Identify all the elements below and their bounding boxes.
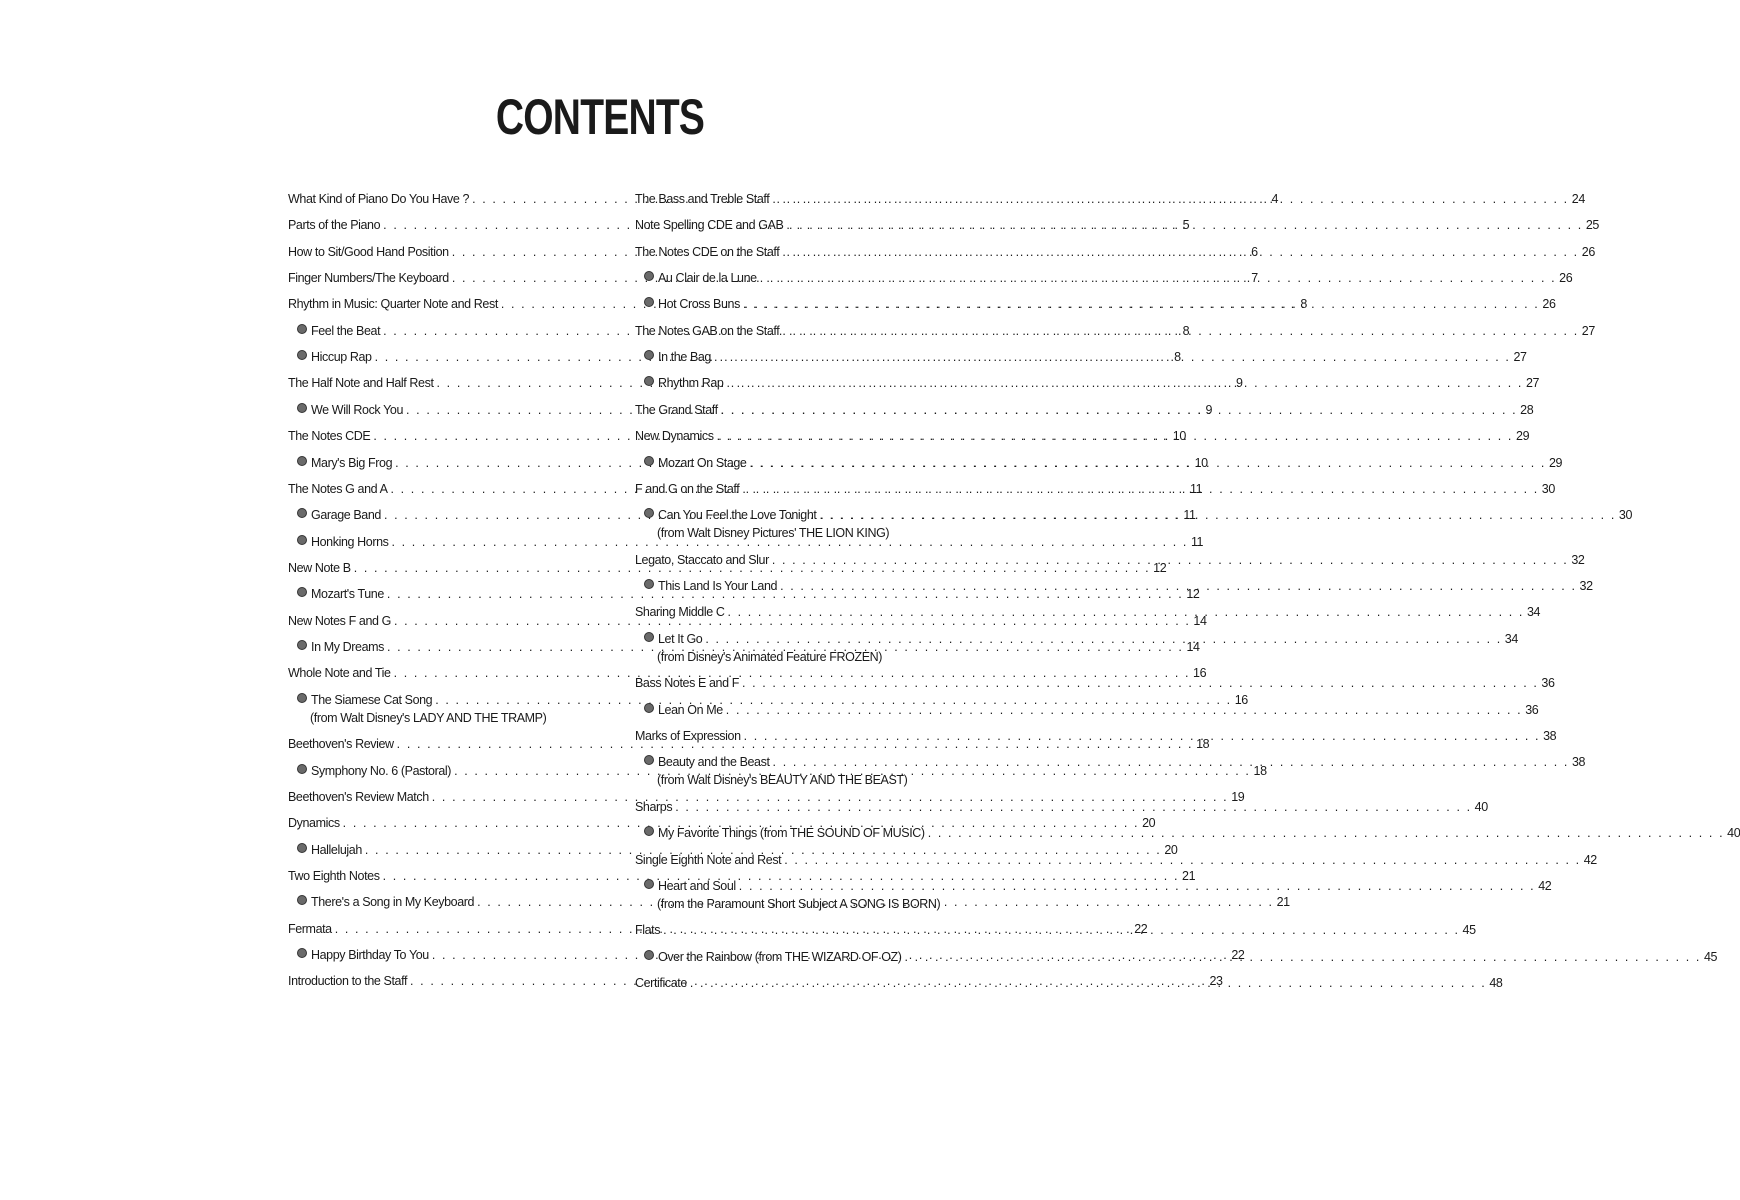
entry-title: Lean On Me [658,702,723,717]
entry-title: Beethoven's Review [288,737,394,752]
entry-title: Sharing Middle C [635,605,725,620]
entry-line [288,814,1156,832]
entry-title: Whole Note and Tie [288,666,391,681]
audio-track-icon [644,950,654,960]
dot-leader [905,948,1701,966]
page-number: 27 [1525,376,1540,391]
page-number: 45 [1703,949,1718,964]
entry-title: The Notes CDE [288,429,371,444]
entry-line [635,216,1599,234]
page-number: 32 [1571,552,1585,567]
entry-source-note: (from Walt Disney's BEAUTY AND THE BEAST) [657,773,908,788]
entry-line [635,851,1597,869]
page-number: 29 [1516,429,1530,444]
dot-leader [690,974,1486,992]
song-entry [635,295,1556,313]
page-number: 24 [1571,192,1585,206]
dot-leader [773,753,1569,771]
audio-track-icon [644,703,654,713]
contents-entry [288,814,1156,832]
entry-line [635,877,1552,895]
audio-track-icon [297,508,307,518]
page-number: 32 [1579,579,1593,594]
contents-entry [635,243,1595,261]
dot-leader [782,322,1578,340]
dot-leader [780,577,1576,595]
page-number: 25 [1585,218,1599,233]
audio-track-icon [644,456,654,466]
dot-leader [663,921,1459,939]
dot-leader [772,551,1568,569]
entry-line [288,788,1245,806]
page-number: 48 [1489,976,1503,991]
entry-title: New Note B [288,560,351,575]
page-number: 26 [1559,271,1573,286]
entry-title: New Dynamics [635,429,714,444]
audio-track-icon [644,508,654,518]
audio-track-icon [644,579,654,589]
page-number: 11 [1190,534,1204,549]
entry-title: Beauty and the Beast [658,755,770,770]
entry-title: Rhythm Rap [658,376,724,391]
page-number: 11 [1183,508,1196,523]
dot-leader [819,506,1615,524]
entry-line [635,674,1555,692]
audio-track-icon [644,755,654,765]
dot-leader [739,877,1535,895]
entry-title: Hot Cross Buns [658,297,740,312]
page-number: 34 [1504,631,1518,646]
page-number: 42 [1583,852,1597,867]
page-number: 10 [1194,455,1208,470]
page-number: 26 [1542,297,1556,312]
audio-track-icon [297,456,307,466]
dot-leader [786,216,1582,234]
page-number: 19 [1231,789,1245,804]
page-number: 22 [1231,947,1245,962]
dot-leader [928,824,1724,842]
audio-track-icon [297,324,307,334]
page-number: 8 [1300,297,1307,312]
contents-entry [635,216,1599,234]
page-number: 42 [1538,878,1552,893]
entry-title: Single Eighth Note and Rest [635,852,782,867]
contents-entry [635,190,1585,208]
entry-title: Finger Numbers/The Keyboard [288,271,449,286]
entry-title: Sharps [635,799,673,814]
entry-line [635,190,1585,208]
page-number: 18 [1253,763,1267,778]
audio-track-icon [297,403,307,413]
entry-line [288,691,1248,709]
dot-leader [784,851,1580,869]
audio-track-icon [644,879,654,889]
page-number: 30 [1618,508,1633,523]
entry-title: Beethoven's Review Match [288,789,429,804]
entry-source-note: (from Walt Disney's LADY AND THE TRAMP) [310,710,547,725]
contents-entry [635,851,1597,869]
page-number: 40 [1727,826,1740,841]
entry-line [635,701,1539,719]
audio-track-icon [297,895,307,905]
page-number: 10 [1172,429,1186,444]
page-number: 27 [1513,350,1527,365]
entry-title: How to Sit/Good Hand Position [288,244,449,259]
page-number: 12 [1186,587,1200,602]
contents-entry [635,401,1534,419]
entry-line [635,374,1540,392]
page-number: 20 [1142,816,1156,831]
page-title: CONTENTS [495,89,705,145]
entry-title: Mary's Big Frog [311,455,393,470]
page-number: 36 [1541,676,1555,691]
contents-entry [288,867,1196,885]
audio-track-icon [297,350,307,360]
entry-title: F and G on the Staff [635,481,740,496]
dot-leader [750,454,1546,472]
contents-entry [288,788,1245,806]
entry-title: Garage Band [311,508,381,523]
entry-title: Hiccup Rap [311,350,372,365]
entry-title: Legato, Staccato and Slur [635,552,769,567]
page-number: 20 [1164,842,1178,857]
page-number: 12 [1153,560,1167,575]
entry-title: In the Bag [658,350,711,365]
page-number: 8 [1182,323,1190,338]
entry-title: Let It Go [658,631,703,646]
audio-track-icon [644,297,654,307]
entry-title: The Siamese Cat Song [311,692,433,707]
entry-title: We Will Rock You [311,402,404,417]
dot-leader [726,374,1522,392]
entry-title: There's a Song in My Keyboard [311,895,475,910]
audio-track-icon [644,271,654,281]
entry-title: Symphony No. 6 (Pastoral) [311,763,452,778]
entry-title: Can You Feel the Love Tonight [658,508,817,523]
entry-title: Rhythm in Music: Quarter Note and Rest [288,297,498,312]
contents-entry [635,798,1488,816]
audio-track-icon [297,587,307,597]
dot-leader [675,798,1471,816]
dot-leader [760,269,1556,287]
entry-title: The Grand Staff [635,402,718,417]
dot-leader [772,190,1568,208]
entry-line [635,243,1595,261]
entry-title: Over the Rainbow (from THE WIZARD OF OZ) [658,949,902,964]
entry-title: Marks of Expression [635,728,741,743]
entry-line [635,348,1527,366]
entry-line [635,269,1573,287]
entry-title: New Notes F and G [288,613,391,628]
entry-title: The Notes G and A [288,481,388,496]
entry-title: Introduction to the Staff [288,974,408,989]
entry-title: Feel the Beat [311,323,381,338]
audio-track-icon [297,948,307,958]
page-number: 8 [1174,350,1181,365]
page-number: 30 [1541,481,1555,496]
dot-leader [726,701,1522,719]
page-number: 4 [1271,192,1279,206]
song-entry [635,374,1540,392]
entry-title: The Half Note and Half Rest [288,376,434,391]
page-number: 9 [1205,402,1213,417]
dot-leader [743,295,1539,313]
entry-title: What Kind of Piano Do You Have ? [288,192,470,206]
contents-entry [635,322,1595,340]
entry-title: Mozart's Tune [311,587,384,602]
entry-title: The Notes GAB on the Staff [635,323,780,338]
entry-title: The Notes CDE on the Staff [635,244,780,259]
page-number: 26 [1581,244,1595,259]
contents-entry [288,664,1207,682]
page-number: 21 [1276,895,1290,910]
dot-leader [782,243,1578,261]
contents-entry [635,674,1555,692]
audio-track-icon [644,826,654,836]
dot-leader [727,603,1523,621]
entry-title: Honking Horns [311,534,389,549]
song-entry [635,701,1539,719]
entry-title: The Bass and Treble Staff [635,192,770,206]
entry-title: Happy Birthday To You [311,947,429,962]
entry-source-note: (from Walt Disney Pictures' THE LION KING) [657,526,890,541]
entry-line [635,798,1488,816]
entry-title: Certificate [635,976,687,991]
entry-line [288,867,1196,885]
page-number: 23 [1209,974,1223,989]
entry-line [288,664,1207,682]
page-number: 27 [1581,323,1595,338]
entry-title: Mozart On Stage [658,455,747,470]
entry-title: Heart and Soul [658,878,736,893]
entry-title: Hallelujah [311,842,362,857]
page-number: 14 [1193,613,1207,628]
song-entry [635,269,1573,287]
entry-title: My Favorite Things (from THE SOUND OF MUSIC) [658,826,925,841]
page-number: 5 [1182,218,1190,233]
dot-leader [714,348,1510,366]
page-number: 40 [1474,799,1488,814]
entry-title: Two Eighth Notes [288,868,380,883]
entry-line [635,322,1595,340]
entry-line [635,401,1534,419]
dot-leader [744,727,1540,745]
page-number: 36 [1525,702,1539,717]
dot-leader [742,480,1538,498]
entry-title: Fermata [288,921,332,936]
audio-track-icon [644,350,654,360]
dot-leader [742,674,1538,692]
page-number: 11 [1189,481,1203,496]
entry-source-note: (from the Paramount Short Subject A SONG IS BORN) [657,896,941,911]
entry-title: Flats [635,923,661,938]
entry-title: Parts of the Piano [288,218,381,233]
entry-title: Dynamics [288,816,340,831]
audio-track-icon [644,632,654,642]
entry-line [635,824,1740,842]
page-number: 45 [1462,923,1476,938]
entry-source-note: (from Disney's Animated Feature FROZEN) [657,649,883,664]
page-number: 16 [1193,666,1207,681]
page-number: 29 [1548,455,1563,470]
dot-leader [717,427,1513,445]
entry-title: This Land Is Your Land [658,579,778,594]
dot-leader [721,401,1517,419]
audio-track-icon [297,764,307,774]
page-number: 34 [1526,605,1541,620]
page-number: 38 [1543,728,1557,743]
page-number: 7 [1251,271,1258,286]
page-number: 38 [1572,755,1586,770]
audio-track-icon [644,376,654,386]
entry-title: Au Clair de la Lune [658,271,757,286]
page-number: 22 [1134,921,1148,936]
entry-line [635,295,1556,313]
page-number: 28 [1520,402,1534,417]
page-number: 16 [1234,692,1248,707]
page-number: 18 [1196,737,1210,752]
page-number: 21 [1182,868,1196,883]
entry-title: In My Dreams [311,639,384,654]
song-entry [635,824,1740,842]
audio-track-icon [297,640,307,650]
audio-track-icon [297,843,307,853]
entry-line [288,841,1178,859]
entry-title: Bass Notes E and F [635,676,739,691]
page-number: 9 [1235,376,1243,391]
page-number: 14 [1186,639,1200,654]
audio-track-icon [297,535,307,545]
audio-track-icon [297,693,307,703]
page-number: 6 [1251,244,1258,259]
song-entry [635,348,1527,366]
song-entry [288,841,1178,859]
dot-leader [705,630,1501,648]
entry-title: Note Spelling CDE and GAB [635,218,784,233]
